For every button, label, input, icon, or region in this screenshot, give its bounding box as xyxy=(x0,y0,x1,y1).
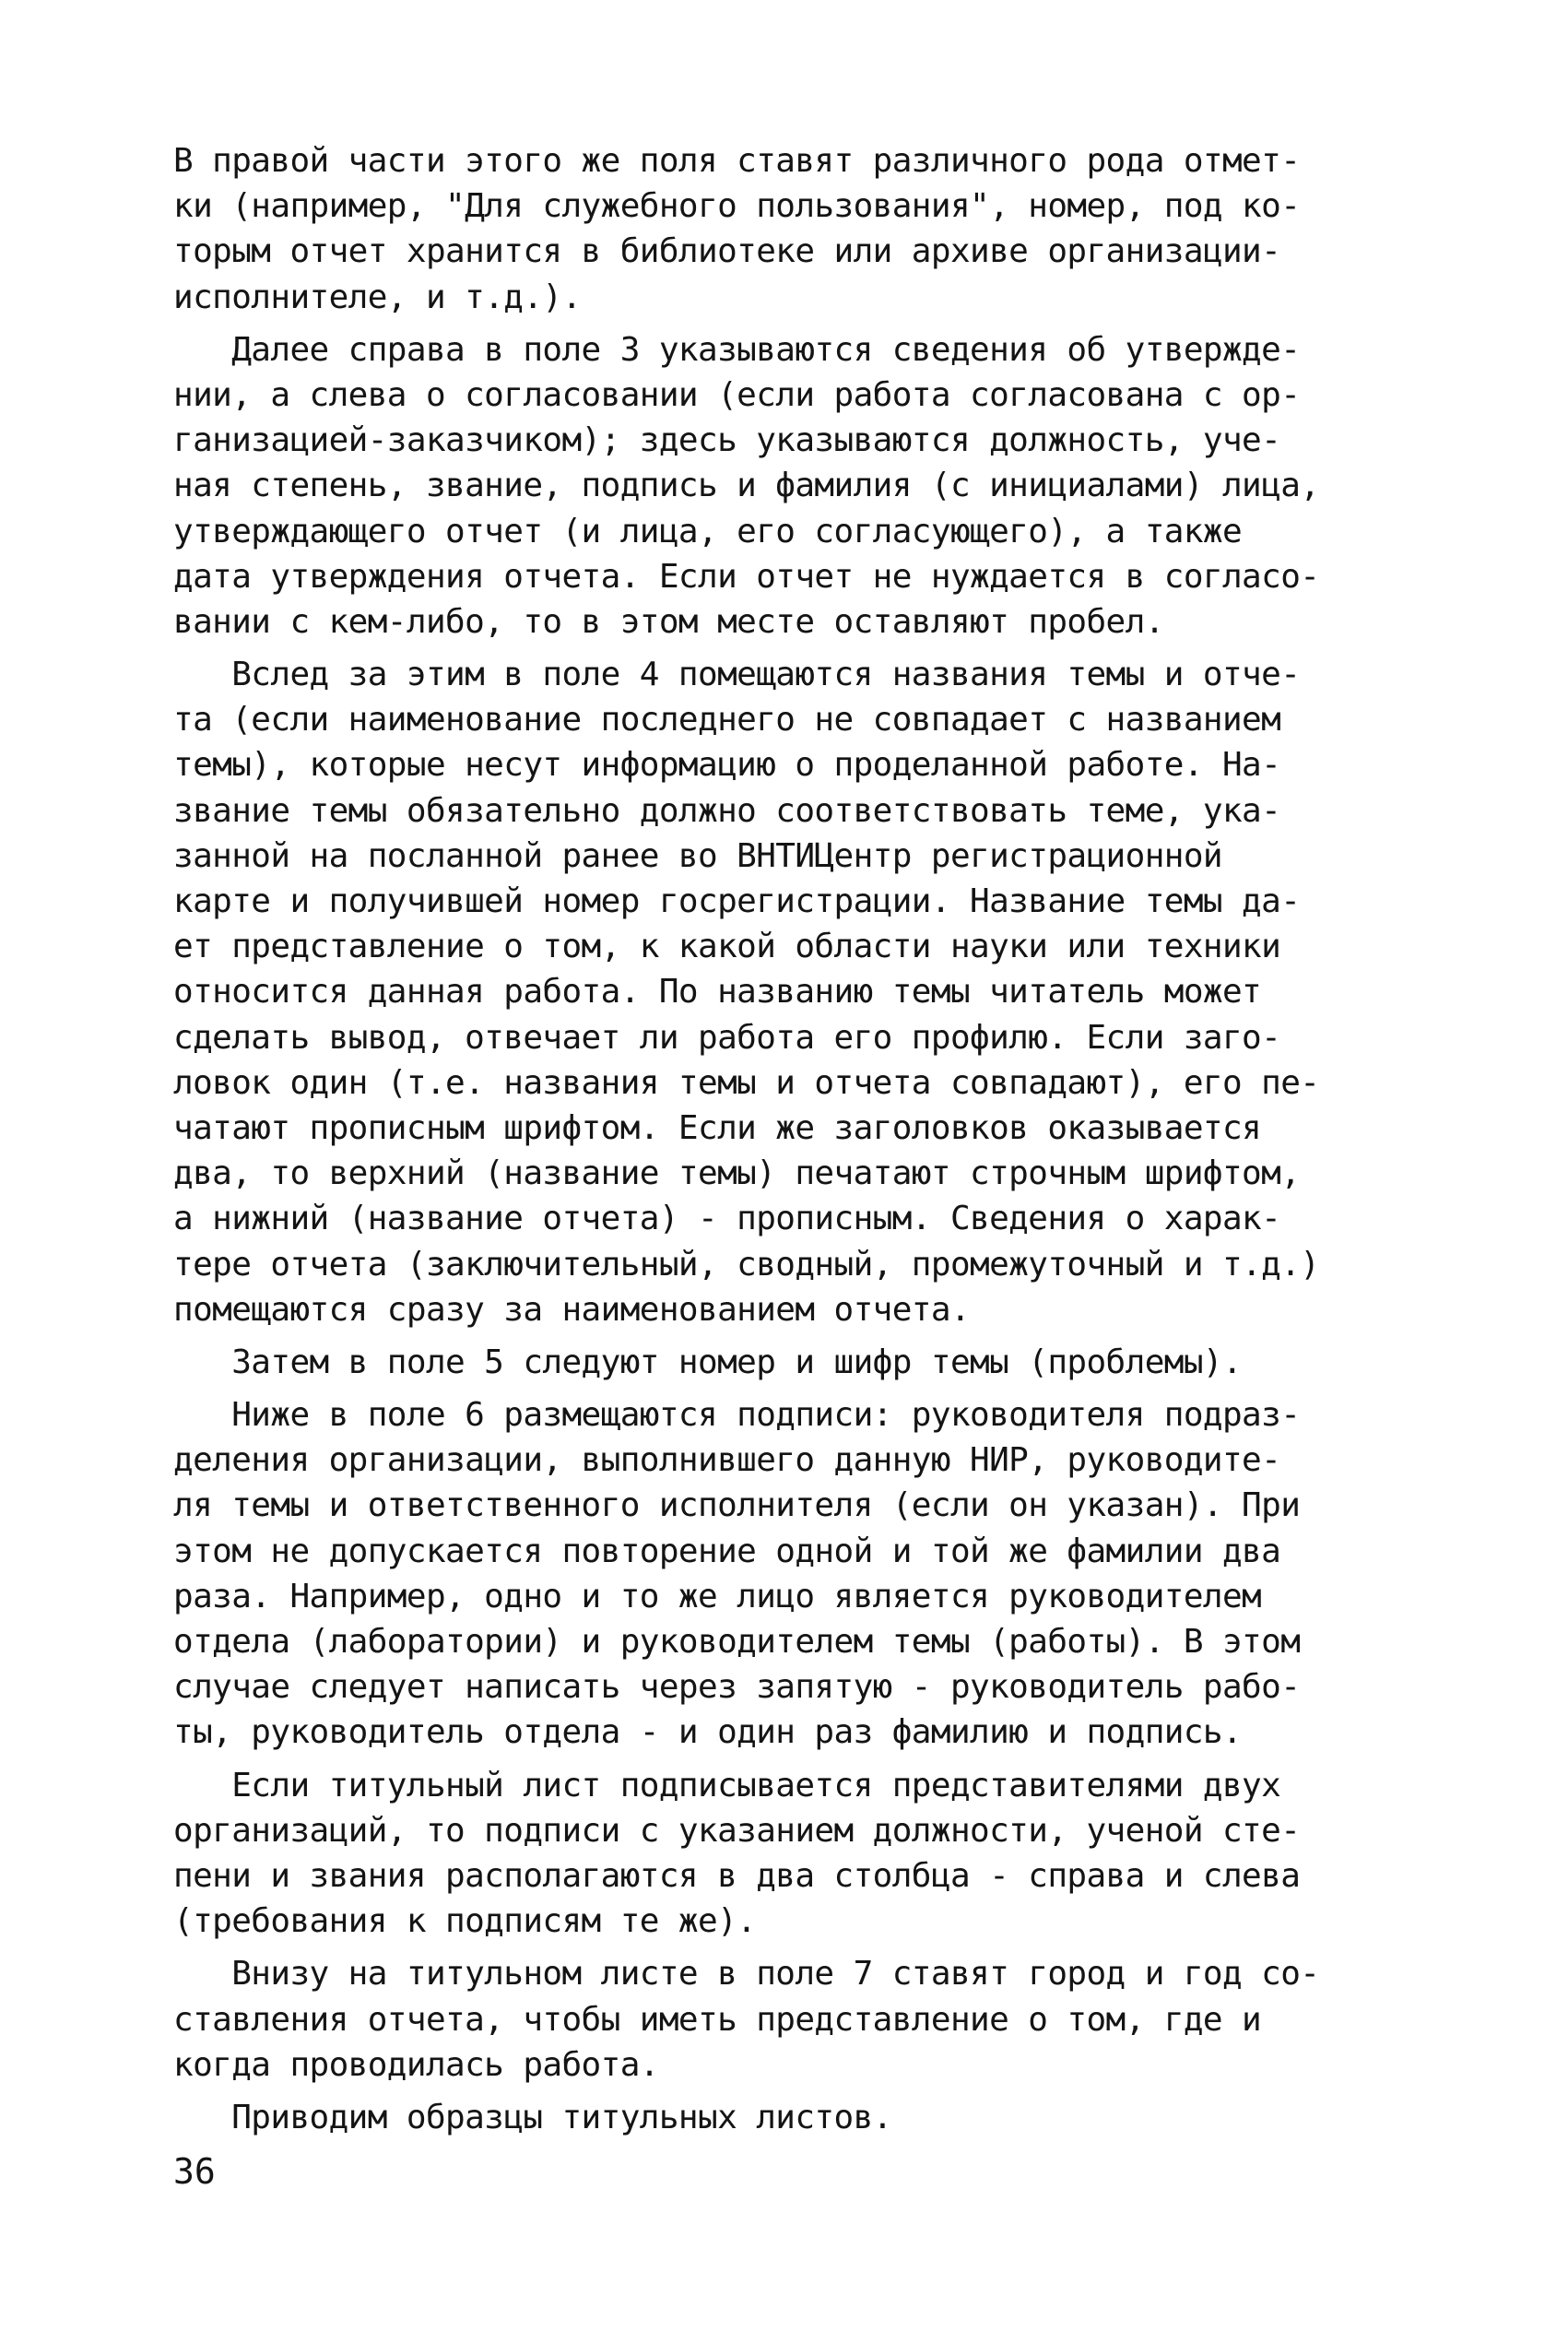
text-line: Если титульный лист подписывается представителями двух xyxy=(173,1766,1281,1804)
text-line: случае следует написать через запятую - руководитель рабо- xyxy=(173,1668,1301,1707)
paragraph-6 xyxy=(173,1763,1427,1945)
paragraph-3 xyxy=(173,652,1427,1332)
text-line: вании с кем-либо, то в этом месте оставляют пробел. xyxy=(173,602,1164,641)
text-line: организаций, то подписи с указанием должности, ученой сте- xyxy=(173,1811,1301,1850)
text-line: пени и звания располагаются в два столбца - справа и слева xyxy=(173,1856,1301,1895)
text-line: дата утверждения отчета. Если отчет не нуждается в согласо- xyxy=(173,557,1320,596)
paragraph-gap xyxy=(173,1756,1427,1763)
text-line: Ниже в поле 6 размещаются подписи: руководителя подраз- xyxy=(173,1396,1301,1435)
text-line: нии, а слева о согласовании (если работа согласована с ор- xyxy=(173,375,1301,414)
text-line: этом не допускается повторение одной и той же фамилии два xyxy=(173,1532,1281,1570)
text-line: Приводим образцы титульных листов. xyxy=(173,2098,892,2136)
text-line: раза. Например, одно и то же лицо является руководителем xyxy=(173,1577,1262,1615)
text-line: та (если наименование последнего не совпадает с названием xyxy=(173,701,1281,740)
paragraph-5 xyxy=(173,1392,1427,1756)
text-line: ловок один (т.е. названия темы и отчета совпадают), его пе- xyxy=(173,1063,1320,1102)
text-line: два, то верхний (название темы) печатают строчным шрифтом, xyxy=(173,1154,1301,1193)
text-line: ки (например, "Для служебного пользования", номер, под ко- xyxy=(173,187,1301,226)
paragraph-4 xyxy=(173,1340,1427,1385)
text-line: (требования к подписям те же). xyxy=(173,1902,757,1941)
text-line: ля темы и ответственного исполнителя (если он указан). При xyxy=(173,1486,1301,1525)
text-line: занной на посланной ранее во ВНТИЦентр регистрационной xyxy=(173,836,1222,875)
text-line: темы), которые несут информацию о проделанной работе. На- xyxy=(173,746,1281,785)
paragraph-gap xyxy=(173,1944,1427,1951)
text-line: когда проводилась работа. xyxy=(173,2045,659,2084)
text-line: карте и получившей номер госрегистрации. Название темы да- xyxy=(173,882,1301,920)
text-line: а нижний (название отчета) - прописным. Сведения о харак- xyxy=(173,1200,1281,1238)
text-line: относится данная работа. По названию темы читатель может xyxy=(173,973,1262,1012)
paragraph-8 xyxy=(173,2095,1427,2140)
text-line: Вслед за этим в поле 4 помещаются названия темы и отче- xyxy=(173,656,1301,694)
page-number: 36 xyxy=(173,2151,216,2192)
text-line: звание темы обязательно должно соответствовать теме, ука- xyxy=(173,791,1281,830)
text-line: ет представление о том, к какой области науки или техники xyxy=(173,928,1281,966)
text-line: тере отчета (заключительный, сводный, промежуточный и т.д.) xyxy=(173,1245,1320,1284)
text-line: ганизацией-заказчиком); здесь указываются должность, уче- xyxy=(173,421,1281,460)
text-line: ставления отчета, чтобы иметь представление о том, где и xyxy=(173,2000,1262,2039)
body-text xyxy=(173,138,1427,2140)
text-line: Далее справа в поле 3 указываются сведения об утвержде- xyxy=(173,330,1301,369)
text-line: ты, руководитель отдела - и один раз фамилию и подпись. xyxy=(173,1713,1243,1752)
text-line: утверждающего отчет (и лица, его согласующего), а также xyxy=(173,512,1243,550)
paragraph-gap xyxy=(173,1385,1427,1392)
text-line: помещаются сразу за наименованием отчета. xyxy=(173,1290,971,1329)
paragraph-1 xyxy=(173,138,1427,320)
text-line: В правой части этого же поля ставят различного рода отмет- xyxy=(173,142,1301,180)
paragraph-7 xyxy=(173,1951,1427,2088)
text-line: ная степень, звание, подпись и фамилия (с инициалами) лица, xyxy=(173,467,1320,505)
paragraph-gap xyxy=(173,645,1427,652)
text-line: чатают прописным шрифтом. Если же заголовков оказывается xyxy=(173,1108,1262,1147)
text-line: торым отчет хранится в библиотеке или архиве организации- xyxy=(173,232,1281,271)
text-line: отдела (лаборатории) и руководителем темы (работы). В этом xyxy=(173,1623,1301,1661)
paragraph-gap xyxy=(173,1332,1427,1340)
text-line: Затем в поле 5 следуют номер и шифр темы (проблемы). xyxy=(173,1343,1243,1381)
paragraph-gap xyxy=(173,320,1427,327)
text-line: исполнителе, и т.д.). xyxy=(173,278,582,316)
paragraph-gap xyxy=(173,2088,1427,2095)
text-line: сделать вывод, отвечает ли работа его профилю. Если заго- xyxy=(173,1018,1281,1057)
paragraph-2 xyxy=(173,327,1427,645)
text-line: Внизу на титульном листе в поле 7 ставят город и год со- xyxy=(173,1955,1320,1994)
text-line: деления организации, выполнившего данную НИР, руководите- xyxy=(173,1441,1281,1480)
